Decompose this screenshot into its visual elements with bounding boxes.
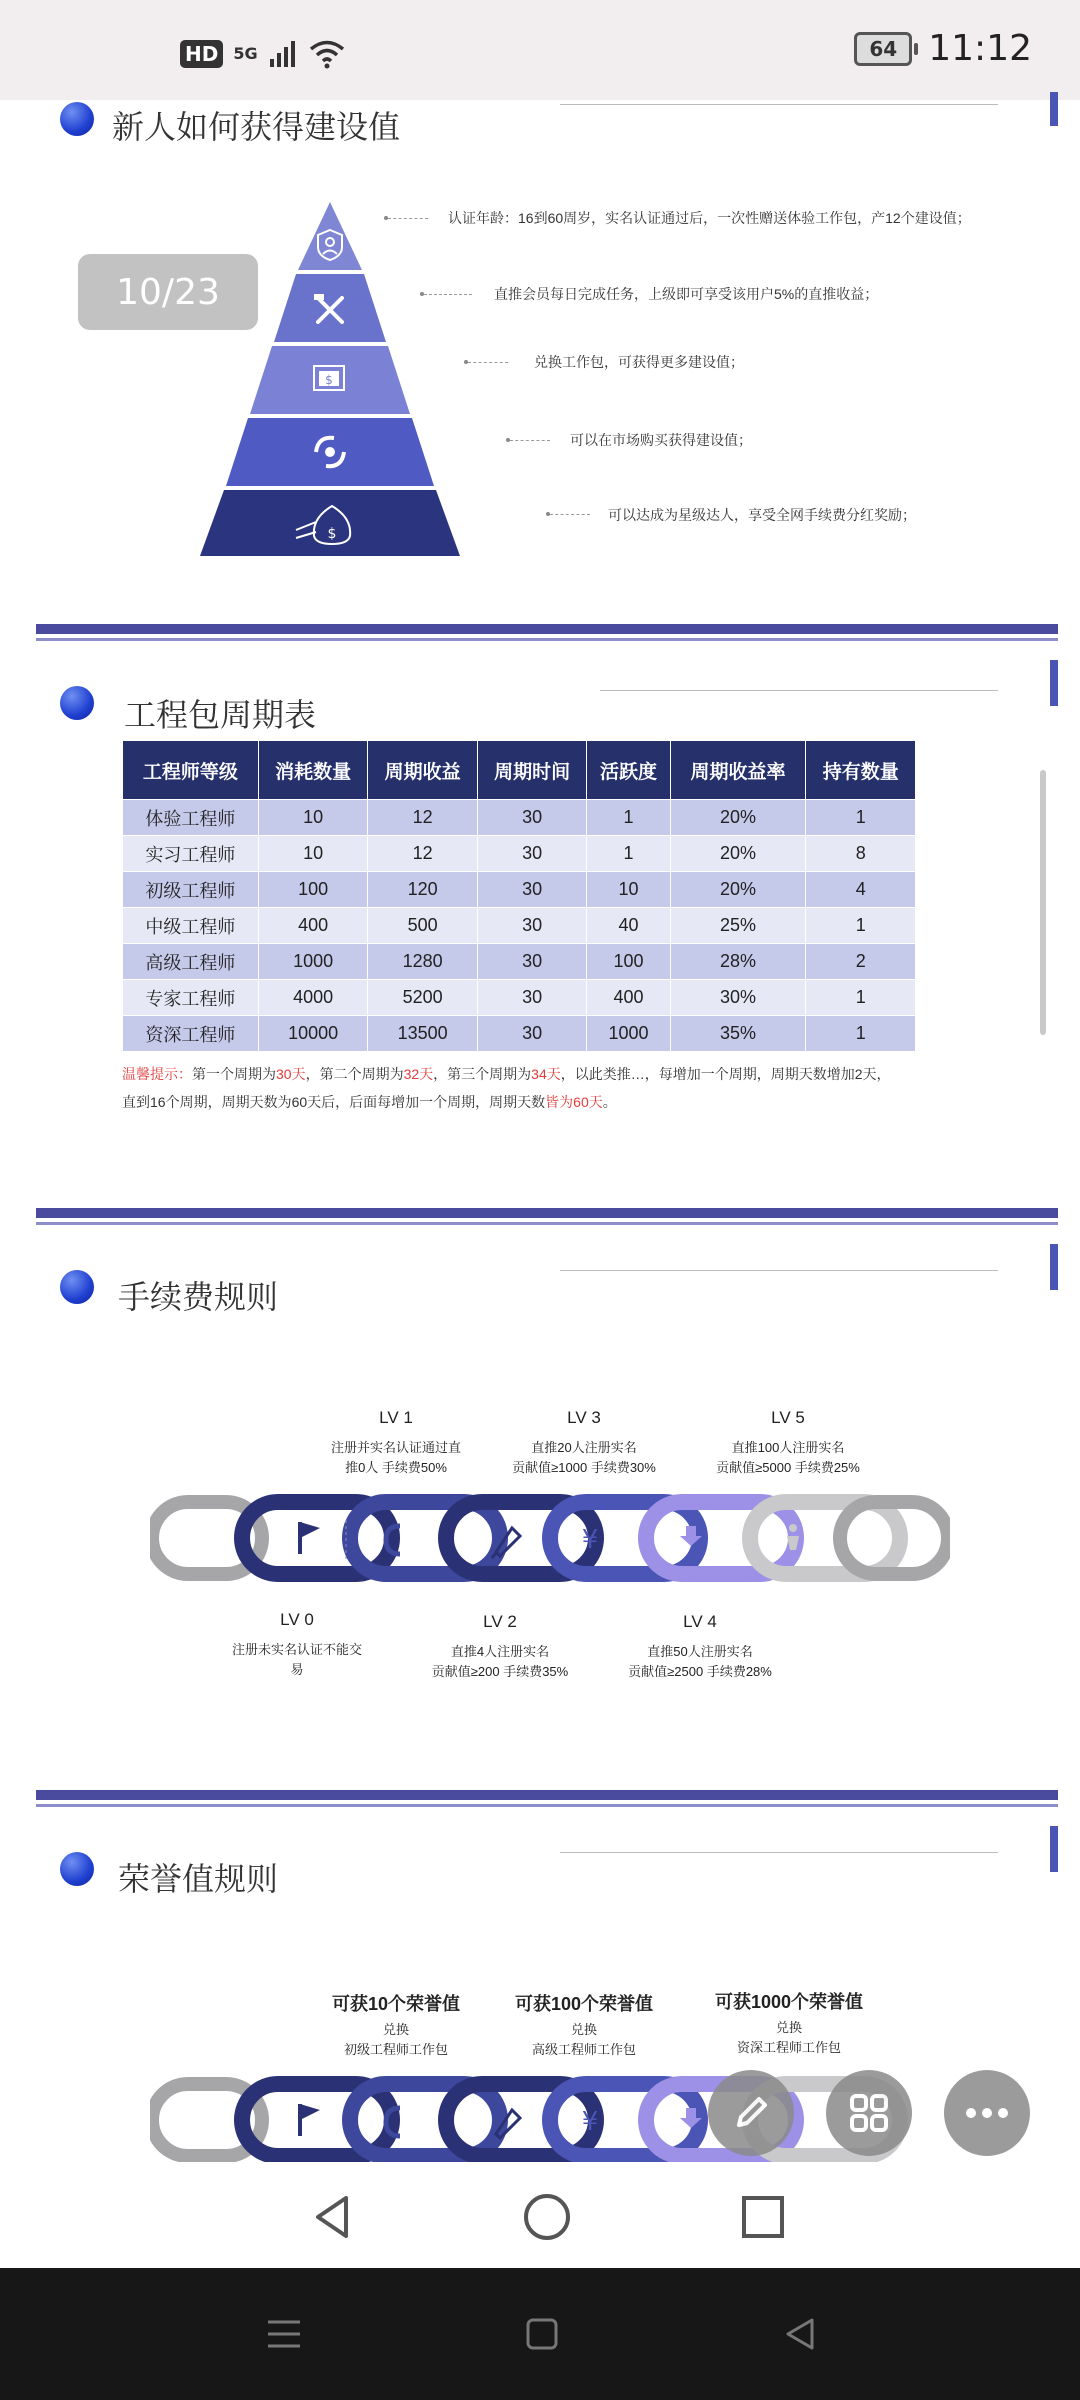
page-marker [1050,1826,1058,1872]
lv2-label: LV 2 [483,1612,517,1631]
lv1-desc-line: 注册并实名认证通过直 [330,1440,461,1455]
connector-line [388,218,428,219]
pyramid-text-3: 兑换工作包，可获得更多建设值； [534,354,744,370]
table-cell: 1 [806,1016,916,1052]
section-divider-line [36,638,1058,641]
honor-desc-line: 兑换 [775,2020,802,2035]
table-cell: 120 [368,872,478,908]
section3-title: 手续费规则 [118,1279,279,1315]
pyramid-text-5: 可以达成为星级达人，享受全网手续费分红奖励； [608,507,916,523]
table-cell: 25% [670,908,806,944]
note-highlight: 34天 [531,1066,561,1082]
page-marker [1050,660,1058,706]
table-cell: 20% [670,872,806,908]
table-cell: 中级工程师 [123,908,259,944]
lv5-desc-line: 贡献值≥5000 手续费25% [716,1460,860,1475]
lv1-desc [296,1438,496,1478]
table-cell: 30 [477,1016,587,1052]
lv0-desc [197,1640,397,1680]
table-cell: 100 [258,872,368,908]
table-row [123,872,916,908]
note-text: ，以此类推…，每增加一个周期，周期天数增加2天， [560,1066,891,1082]
table-row [123,1016,916,1052]
honor-desc-line: 高级工程师工作包 [531,2042,636,2057]
lv5-label: LV 5 [771,1408,805,1427]
scrollbar-thumb[interactable] [1040,770,1046,1035]
battery-icon [854,32,912,66]
note-highlight: 32天 [403,1066,434,1082]
table-cell: 8 [806,836,916,872]
table-cell: 1 [587,836,670,872]
section-bullet-icon [60,686,94,720]
signal-icon [268,39,298,69]
lv0-desc-line: 注册未实名认证不能交 [231,1642,362,1657]
section-divider [36,1790,1058,1800]
section-bullet-icon [60,102,94,136]
table-header-cell: 消耗数量 [258,741,368,800]
pyramid-text-4: 可以在市场购买获得建设值； [570,432,752,448]
network-label: 5G [233,44,258,63]
connector-line [424,294,472,295]
note-text: ，第三个周期为 [433,1066,532,1082]
section2-title: 工程包周期表 [124,697,317,733]
table-cell: 5200 [368,980,478,1016]
lv3-desc-line: 贡献值≥1000 手续费30% [512,1460,656,1475]
table-cell: 28% [670,944,806,980]
section-bullet-icon [60,1852,94,1886]
table-cell: 20% [670,836,806,872]
edit-button[interactable] [708,2070,794,2156]
lv5-desc [688,1438,888,1478]
table-cell: 500 [368,908,478,944]
note-text: ，第二个周期为 [305,1066,404,1082]
pyramid-level-5 [200,490,460,556]
table-cell: 30 [477,980,587,1016]
honor-tier-2-title: 可获100个荣誉值 [514,1994,654,2014]
note-line-1 [122,1064,891,1084]
table-cell: 实习工程师 [123,836,259,872]
page-indicator: 10/23 [78,254,258,330]
table-row [123,800,916,836]
lv4-label: LV 4 [683,1612,717,1631]
table-cell: 100 [587,944,670,980]
table-row [123,908,916,944]
recents-icon[interactable] [736,2190,790,2244]
note-text: 第一个周期为 [192,1066,276,1082]
table-cell: 30 [477,944,587,980]
table-cell: 1280 [368,944,478,980]
table-cell: 12 [368,836,478,872]
yen-icon: ¥ [581,1525,599,1555]
honor-tier-1-desc [316,2020,476,2060]
table-row [123,944,916,980]
lv2-desc-line: 直推4人注册实名 [450,1644,550,1659]
table-cell: 400 [587,980,670,1016]
lv2-desc [400,1642,600,1682]
table-cell: 1000 [587,1016,670,1052]
honor-desc-line: 兑换 [382,2022,409,2037]
back-icon[interactable] [306,2190,360,2244]
honor-desc-line: 兑换 [570,2022,597,2037]
table-cell: 专家工程师 [123,980,259,1016]
table-cell: 体验工程师 [123,800,259,836]
lv4-desc-line: 贡献值≥2500 手续费28% [628,1664,772,1679]
home-icon[interactable] [520,2190,574,2244]
table-cell: 1 [587,800,670,836]
more-button[interactable] [944,2070,1030,2156]
yen-icon: ¥ [581,2107,599,2137]
section-divider-line [36,1804,1058,1807]
header-rule [560,104,998,105]
note-line-2 [122,1092,617,1112]
table-cell: 13500 [368,1016,478,1052]
table-cell: 40 [587,908,670,944]
lv4-desc [600,1642,800,1682]
table-cell: 初级工程师 [123,872,259,908]
table-cell: 4 [806,872,916,908]
header-rule [560,1270,998,1271]
svg-text:$: $ [327,526,337,542]
flag-icon [300,1522,320,1554]
note-highlight: 皆为60天 [545,1094,603,1110]
clock: 11:12 [928,28,1032,69]
table-cell: 30 [477,800,587,836]
honor-desc-line: 资深工程师工作包 [736,2040,841,2055]
table-cell: 20% [670,800,806,836]
pencil-icon [729,2091,773,2135]
wifi-icon [308,39,346,69]
table-cell: 30 [477,908,587,944]
note-text: 直到16个周期，周期天数为60天后，后面每增加一个周期，周期天数 [122,1094,546,1110]
battery-level: 64 [869,36,898,61]
pyramid-text-2: 直推会员每日完成任务，上级即可享受该用户5%的直推收益； [494,286,879,302]
engineer-cycle-table [122,740,916,1052]
lv0-desc-line: 易 [290,1662,304,1677]
table-cell: 4000 [258,980,368,1016]
lv1-desc-line: 推0人 手续费50% [345,1460,447,1475]
lv0-label: LV 0 [280,1610,314,1629]
table-cell: 30% [670,980,806,1016]
lv3-label: LV 3 [567,1408,601,1427]
lv3-desc [484,1438,684,1478]
table-cell: 资深工程师 [123,1016,259,1052]
note-text: 。 [602,1094,617,1110]
table-cell: 高级工程师 [123,944,259,980]
lv1-label: LV 1 [379,1408,413,1427]
section-divider [36,624,1058,634]
table-cell: 12 [368,800,478,836]
table-cell: 400 [258,908,368,944]
section4-title: 荣誉值规则 [118,1861,279,1897]
table-cell: 10 [258,800,368,836]
inner-nav-bar [36,2168,1058,2268]
table-cell: 35% [670,1016,806,1052]
lv3-desc-line: 直推20人注册实名 [531,1440,637,1455]
table-cell: 1000 [258,944,368,980]
table-cell: 10 [258,836,368,872]
section-bullet-icon [60,1270,94,1304]
table-cell: 1 [806,908,916,944]
lv2-desc-line: 贡献值≥200 手续费35% [431,1664,569,1679]
table-cell: 1 [806,980,916,1016]
table-row [123,836,916,872]
connector-line [468,362,508,363]
honor-desc-line: 初级工程师工作包 [343,2042,448,2057]
lv5-desc-line: 直推100人注册实名 [731,1440,845,1455]
page-marker [1050,92,1058,126]
system-nav-bar [0,2268,1080,2400]
flag-icon [300,2104,320,2136]
status-right [854,28,1032,69]
fee-chain-diagram [150,1480,950,1596]
table-header-cell: 工程师等级 [123,741,259,800]
menu-icon[interactable] [264,2314,304,2354]
honor-tier-2-desc [494,2020,674,2060]
table-cell: 30 [477,872,587,908]
section1-title: 新人如何获得建设值 [112,109,401,145]
section-divider-line [36,1222,1058,1225]
header-rule [560,1852,998,1853]
pyramid-text-1: 认证年龄：16到60周岁，实名认证通过后，一次性赠送体验工作包，产12个建设值； [448,210,971,226]
honor-tier-3-desc [694,2018,884,2058]
header-rule [600,690,998,691]
table-header-cell: 周期时间 [477,741,587,800]
battery-tip [914,43,918,55]
table-cell: 1 [806,800,916,836]
table-header-cell: 活跃度 [587,741,670,800]
table-cell: 2 [806,944,916,980]
more-dots-icon [963,2105,1011,2121]
table-header-cell: 持有数量 [806,741,916,800]
honor-tier-1-title: 可获10个荣誉值 [331,1994,461,2014]
table-cell: 10 [587,872,670,908]
back-triangle-icon[interactable] [780,2314,820,2354]
table-header-cell: 周期收益 [368,741,478,800]
table-header-row [123,741,916,800]
home-square-icon[interactable] [522,2314,562,2354]
connector-line [550,514,590,515]
table-cell: 30 [477,836,587,872]
honor-tier-3-title: 可获1000个荣誉值 [714,1992,864,2012]
table-header-cell: 周期收益率 [670,741,806,800]
section-divider [36,1208,1058,1218]
hd-badge: HD [180,40,223,68]
grid-icon [847,2091,891,2135]
status-bar [0,0,1080,100]
table-row [123,980,916,1016]
table-cell: 10000 [258,1016,368,1052]
apps-button[interactable] [826,2070,912,2156]
page-marker [1050,1244,1058,1290]
connector-line [510,440,550,441]
note-label: 温馨提示： [122,1066,192,1082]
svg-text:$: $ [325,373,333,387]
lv4-desc-line: 直推50人注册实名 [647,1644,753,1659]
note-highlight: 30天 [276,1066,306,1082]
right-margin [1058,100,1080,2268]
status-left [180,34,346,74]
